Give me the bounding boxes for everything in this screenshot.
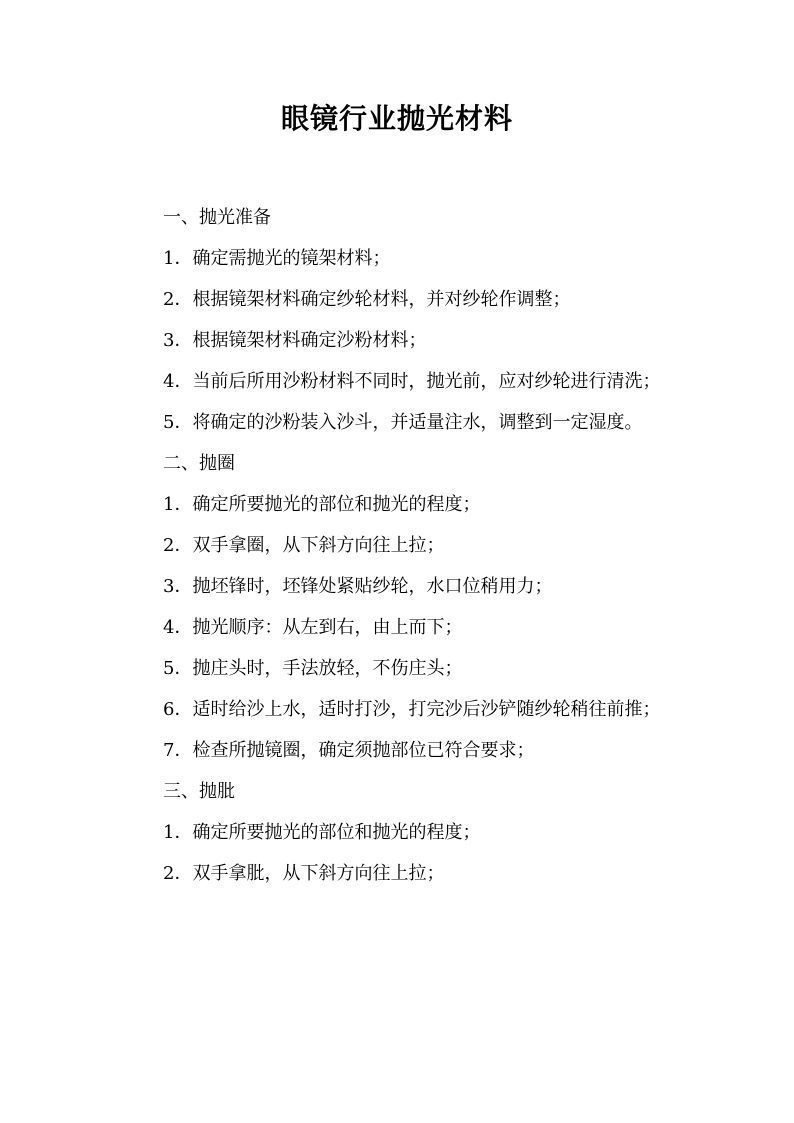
document-body [119, 197, 675, 894]
section-heading: 一、抛光准备 [163, 207, 271, 228]
list-item: 6．适时给沙上水，适时打沙，打完沙后沙铲随纱轮稍往前推； [163, 699, 661, 720]
list-item: 1．确定所要抛光的部位和抛光的程度； [163, 822, 481, 843]
list-item: 5．抛庄头时，手法放轻，不伤庄头； [163, 658, 463, 679]
list-item: 2．双手拿肶，从下斜方向往上拉； [163, 863, 445, 884]
list-item: 2．根据镜架材料确定纱轮材料，并对纱轮作调整； [163, 289, 571, 310]
list-item: 4．当前后所用沙粉材料不同时，抛光前，应对纱轮进行清洗； [163, 371, 661, 392]
section-heading: 二、抛圈 [163, 453, 235, 474]
list-item: 3．根据镜架材料确定沙粉材料； [163, 330, 427, 351]
list-item: 1．确定所要抛光的部位和抛光的程度； [163, 494, 481, 515]
list-item: 5．将确定的沙粉装入沙斗，并适量注水，调整到一定湿度。 [163, 412, 643, 433]
list-item: 2．双手拿圈，从下斜方向往上拉； [163, 535, 445, 556]
section-heading: 三、抛肶 [163, 781, 235, 802]
list-item: 7．检查所抛镜圈，确定须抛部位已符合要求； [163, 740, 535, 761]
list-item: 1．确定需抛光的镜架材料； [163, 248, 391, 269]
list-item: 4．抛光顺序：从左到右，由上而下； [163, 617, 463, 638]
list-item: 3．抛坯锋时，坯锋处紧贴纱轮，水口位稍用力； [163, 576, 553, 597]
document-title: 眼镜行业抛光材料 [280, 102, 513, 135]
